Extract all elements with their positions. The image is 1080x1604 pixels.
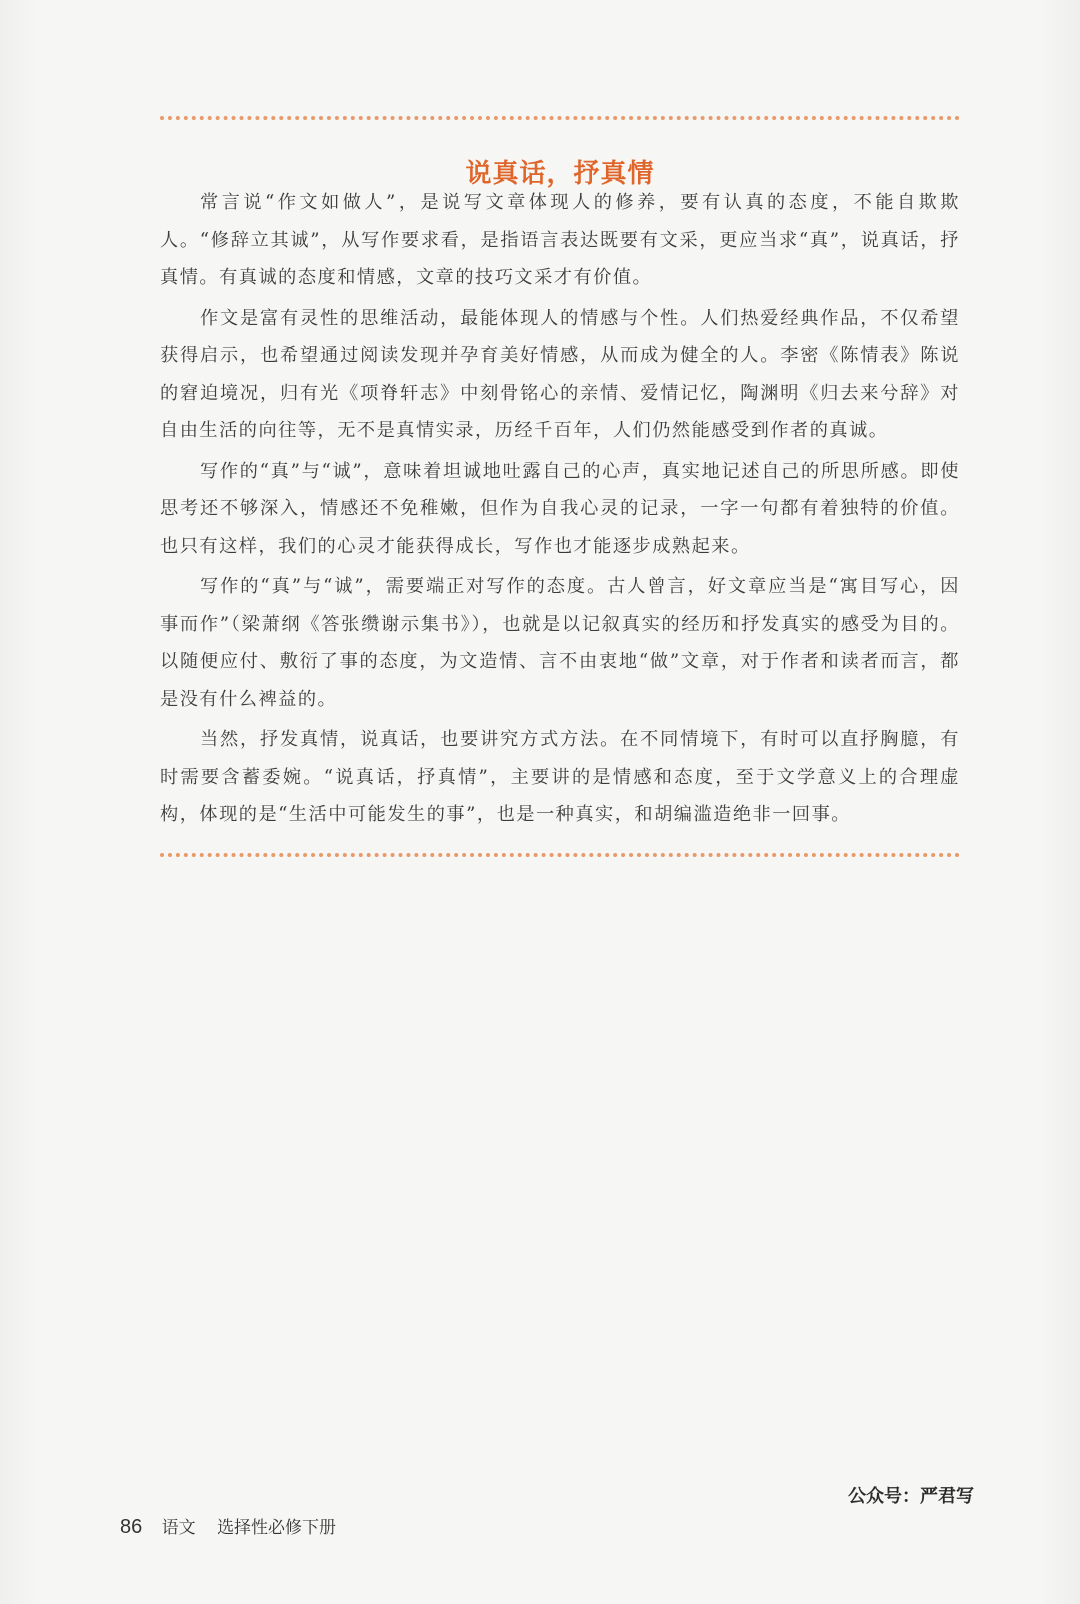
paragraph-4: 写作的“真”与“诚”，需要端正对写作的态度。古人曾言，好文章应当是“寓目写心，因事而作”（梁萧纲《答张缵谢示集书》），也就是以记叙真实的经历和抒发真实的感受为目的。以随便应付、敷衍了事的态度，为文造情、言不由衷地“做”文章，对于作者和读者而言，都是没有什么裨益的。 (160, 576, 960, 710)
top-dotted-divider (160, 116, 960, 120)
section-title: 说真话，抒真情 (465, 158, 655, 189)
footer-book-title: 选择性必修下册 (217, 1518, 337, 1538)
bottom-dotted-divider (160, 853, 960, 857)
paragraph-5: 当然，抒发真情，说真话，也要讲究方式方法。在不同情境下，有时可以直抒胸臆，有时需要含蓄委婉。“说真话，抒真情”，主要讲的是情感和态度，至于文学意义上的合理虚构，体现的是“生活中可能发生的事”，也是一种真实，和胡编滥造绝非一回事。 (160, 729, 960, 825)
watermark-label: 公众号：严君写 (848, 1486, 974, 1507)
paragraph-2: 作文是富有灵性的思维活动，最能体现人的情感与个性。人们热爱经典作品，不仅希望获得启示，也希望通过阅读发现并孕育美好情感，从而成为健全的人。李密《陈情表》陈说的窘迫境况，归有光《项脊轩志》中刻骨铭心的亲情、爱情记忆，陶渊明《归去来兮辞》对自由生活的向往等，无不是真情实录，历经千百年，人们仍然能感受到作者的真诚。 (160, 307, 960, 441)
page-number: 86 (120, 1516, 143, 1538)
paragraph-1: 常言说“作文如做人”，是说写文章体现人的修养，要有认真的态度，不能自欺欺人。“修辞立其诚”，从写作要求看，是指语言表达既要有文采，更应当求“真”，说真话，抒真情。有真诚的态度和情感，文章的技巧文采才有价值。 (160, 192, 960, 288)
paragraph-3: 写作的“真”与“诚”，意味着坦诚地吐露自己的心声，真实地记述自己的所思所感。即使思考还不够深入，情感还不免稚嫩，但作为自我心灵的记录，一字一句都有着独特的价值。也只有这样，我们的心灵才能获得成长，写作也才能逐步成熟起来。 (160, 460, 960, 557)
footer-subject: 语文 (161, 1518, 196, 1538)
page-footer (120, 1513, 336, 1539)
section-body (160, 184, 960, 837)
